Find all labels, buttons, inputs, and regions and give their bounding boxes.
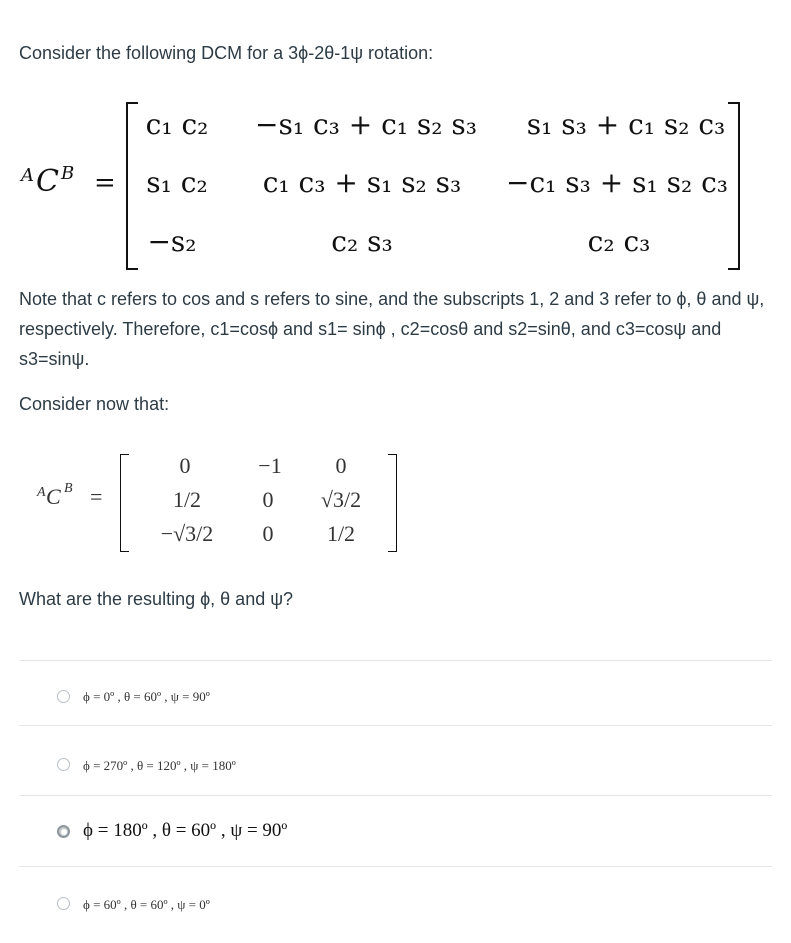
option-4-radio[interactable] (57, 897, 70, 910)
dcm-left-bracket (126, 102, 138, 270)
dcm2-cell-22: 0 (262, 487, 274, 512)
dcm-cell-23: −c₁ s₃ + s₁ s₂ c₃ (505, 166, 729, 199)
dcm-lhs-c: C (36, 164, 59, 199)
option-1-label: ϕ = 0º , θ = 60º , ψ = 90º (83, 689, 210, 704)
dcm-cell-31: −s₂ (147, 225, 197, 258)
dcm-cell-32: c₂ s₃ (331, 225, 393, 258)
consider-text: Consider now that: (19, 394, 170, 414)
dcm-cell-13: s₁ s₃ + c₁ s₂ c₃ (526, 108, 726, 141)
dcm2-cell-21: 1/2 (172, 487, 202, 512)
dcm-lhs-sup-b: B (61, 163, 75, 184)
option-2-label: ϕ = 270º , θ = 120º , ψ = 180º (83, 758, 236, 773)
answer-option-1[interactable] (19, 661, 772, 725)
option-3-label: ϕ = 180º , θ = 60º , ψ = 90º (83, 820, 288, 841)
dcm-equals: = (94, 168, 116, 198)
dcm2-right-bracket (388, 454, 397, 552)
option-4-label: ϕ = 60º , θ = 60º , ψ = 0º (83, 897, 210, 912)
answer-option-2[interactable] (19, 726, 772, 794)
dcm2-cell-33: 1/2 (326, 521, 356, 546)
dcm2-lhs-sup-b: B (64, 481, 73, 496)
dcm2-left-bracket (120, 454, 129, 552)
answer-option-3-selected[interactable] (19, 796, 772, 866)
dcm-cell-21: s₁ c₂ (146, 166, 208, 199)
dcm-cell-22: c₁ c₃ + s₁ s₂ s₃ (262, 166, 462, 199)
question-prompt: What are the resulting ϕ, θ and ψ? (19, 589, 294, 609)
dcm2-cell-32: 0 (262, 521, 274, 546)
option-1-radio[interactable] (57, 690, 70, 703)
dcm-lhs-sup-a: A (21, 165, 34, 186)
dcm2-cell-12: −1 (258, 453, 282, 478)
dcm-cell-11: c₁ c₂ (145, 108, 209, 141)
dcm2-cell-31: −√3/2 (160, 521, 214, 546)
dcm2-equals: = (90, 484, 103, 509)
answer-option-4[interactable] (19, 867, 772, 937)
dcm-right-bracket (728, 102, 740, 270)
note-paragraph: Note that c refers to cos and s refers to sine, and the subscripts 1, 2 and 3 refer to ϕ, θ and ψ, respectively. Therefore, c1=cosϕ and s1= sinϕ , c2=cosθ and s2=sinθ, and c3=cosψ and s3=sinψ. (19, 289, 765, 369)
dcm2-lhs-c: C (46, 484, 61, 509)
dcm2-cell-23: √3/2 (320, 487, 362, 512)
option-2-radio[interactable] (57, 758, 70, 771)
dcm2-lhs-sup-a: A (37, 485, 46, 500)
intro-text: Consider the following DCM for a 3ϕ-2θ-1ψ rotation: (19, 43, 434, 63)
dcm2-cell-13: 0 (335, 453, 347, 478)
option-3-radio[interactable] (57, 825, 70, 838)
dcm2-cell-11: 0 (179, 453, 191, 478)
dcm-cell-12: −s₁ c₃ + c₁ s₂ s₃ (254, 108, 478, 141)
dcm-cell-33: c₂ c₃ (587, 225, 651, 258)
